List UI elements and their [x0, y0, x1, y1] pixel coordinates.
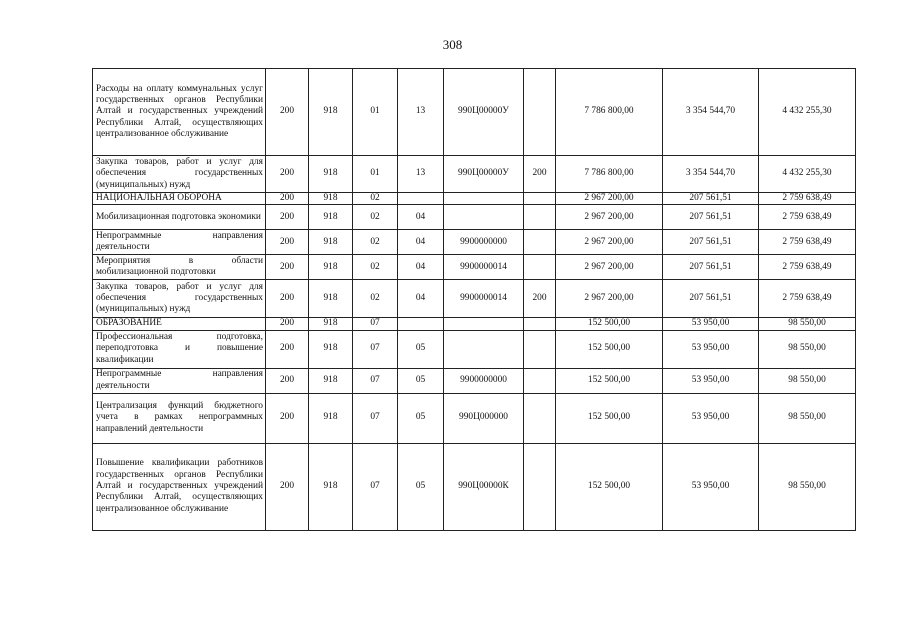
cell-ved: 918 [309, 205, 353, 230]
cell-spent: 207 561,51 [663, 230, 759, 255]
table-row [93, 255, 856, 280]
cell-ved: 918 [309, 156, 353, 193]
cell-spent: 53 950,00 [663, 368, 759, 393]
cell-gr: 200 [266, 393, 309, 443]
cell-vr: 200 [524, 156, 556, 193]
cell-vr [524, 255, 556, 280]
cell-csr [444, 205, 524, 230]
cell-pr: 04 [398, 280, 444, 318]
cell-plan: 152 500,00 [556, 443, 663, 530]
row-name: НАЦИОНАЛЬНАЯ ОБОРОНА [93, 193, 266, 205]
row-name: Централизация функций бюджетного учета в рамках непрограммных направлений деятельности [93, 393, 266, 443]
cell-ved: 918 [309, 280, 353, 318]
cell-rest: 2 759 638,49 [759, 230, 856, 255]
cell-rz: 01 [353, 156, 398, 193]
cell-pr: 05 [398, 393, 444, 443]
cell-rest: 4 432 255,30 [759, 156, 856, 193]
cell-rest: 98 550,00 [759, 393, 856, 443]
cell-vr [524, 368, 556, 393]
cell-gr: 200 [266, 368, 309, 393]
page-number: 308 [442, 37, 463, 52]
cell-rz: 07 [353, 368, 398, 393]
cell-rz: 02 [353, 230, 398, 255]
cell-rest: 98 550,00 [759, 443, 856, 530]
cell-gr: 200 [266, 318, 309, 330]
cell-pr: 04 [398, 205, 444, 230]
cell-plan: 2 967 200,00 [556, 255, 663, 280]
cell-rz: 02 [353, 255, 398, 280]
cell-vr [524, 69, 556, 156]
cell-gr: 200 [266, 255, 309, 280]
cell-spent: 3 354 544,70 [663, 69, 759, 156]
table-row [93, 393, 856, 443]
cell-rest: 2 759 638,49 [759, 193, 856, 205]
cell-plan: 152 500,00 [556, 330, 663, 368]
cell-plan: 2 967 200,00 [556, 193, 663, 205]
cell-plan: 2 967 200,00 [556, 280, 663, 318]
cell-gr: 200 [266, 156, 309, 193]
cell-vr [524, 330, 556, 368]
cell-plan: 2 967 200,00 [556, 230, 663, 255]
cell-pr: 13 [398, 156, 444, 193]
cell-csr: 990Ц00000У [444, 156, 524, 193]
cell-rz: 02 [353, 205, 398, 230]
cell-csr: 990Ц00000У [444, 69, 524, 156]
table-row [93, 443, 856, 530]
cell-vr: 200 [524, 280, 556, 318]
cell-csr: 990Ц000000 [444, 393, 524, 443]
cell-rest: 98 550,00 [759, 318, 856, 330]
cell-gr: 200 [266, 280, 309, 318]
table-row [93, 205, 856, 230]
cell-gr: 200 [266, 443, 309, 530]
row-name: Непрограммные направления деятельности [93, 368, 266, 393]
cell-ved: 918 [309, 230, 353, 255]
budget-table [92, 68, 856, 531]
cell-plan: 152 500,00 [556, 368, 663, 393]
cell-vr [524, 193, 556, 205]
row-name: Повышение квалификации работников государственных органов Республики Алтай и государственных учреждений Республики Алтай, осуществляющих централизованное обслуживание [93, 443, 266, 530]
table-row [93, 230, 856, 255]
cell-csr: 9900000000 [444, 230, 524, 255]
cell-spent: 207 561,51 [663, 255, 759, 280]
cell-vr [524, 393, 556, 443]
cell-csr [444, 318, 524, 330]
cell-csr: 9900000014 [444, 255, 524, 280]
cell-pr: 04 [398, 230, 444, 255]
table-row [93, 69, 856, 156]
cell-ved: 918 [309, 69, 353, 156]
cell-spent: 53 950,00 [663, 318, 759, 330]
cell-rest: 98 550,00 [759, 368, 856, 393]
row-name: Расходы на оплату коммунальных услуг государственных органов Республики Алтай и государственных учреждений Республики Алтай, осуществляющих централизованное обслуживание [93, 69, 266, 156]
cell-csr: 990Ц00000К [444, 443, 524, 530]
cell-plan: 7 786 800,00 [556, 156, 663, 193]
cell-spent: 207 561,51 [663, 280, 759, 318]
cell-plan: 152 500,00 [556, 393, 663, 443]
row-name: Закупка товаров, работ и услуг для обеспечения государственных (муниципальных) нужд [93, 156, 266, 193]
cell-rest: 2 759 638,49 [759, 205, 856, 230]
cell-plan: 7 786 800,00 [556, 69, 663, 156]
table-row [93, 368, 856, 393]
table-row [93, 330, 856, 368]
cell-rz: 01 [353, 69, 398, 156]
cell-ved: 918 [309, 443, 353, 530]
cell-spent: 53 950,00 [663, 393, 759, 443]
table-row [93, 156, 856, 193]
cell-pr: 05 [398, 330, 444, 368]
row-name: Непрограммные направления деятельности [93, 230, 266, 255]
cell-rz: 07 [353, 443, 398, 530]
cell-spent: 207 561,51 [663, 193, 759, 205]
row-name: Профессиональная подготовка, переподготовка и повышение квалификации [93, 330, 266, 368]
cell-gr: 200 [266, 193, 309, 205]
cell-vr [524, 205, 556, 230]
cell-csr: 9900000014 [444, 280, 524, 318]
cell-pr [398, 193, 444, 205]
cell-pr: 05 [398, 368, 444, 393]
cell-pr: 05 [398, 443, 444, 530]
cell-ved: 918 [309, 255, 353, 280]
cell-spent: 207 561,51 [663, 205, 759, 230]
cell-ved: 918 [309, 318, 353, 330]
cell-ved: 918 [309, 330, 353, 368]
cell-spent: 53 950,00 [663, 330, 759, 368]
cell-vr [524, 318, 556, 330]
cell-spent: 3 354 544,70 [663, 156, 759, 193]
cell-csr [444, 330, 524, 368]
cell-rz: 02 [353, 193, 398, 205]
cell-gr: 200 [266, 230, 309, 255]
cell-pr [398, 318, 444, 330]
cell-rz: 02 [353, 280, 398, 318]
row-name: Мероприятия в области мобилизационной подготовки [93, 255, 266, 280]
cell-csr: 9900000000 [444, 368, 524, 393]
cell-ved: 918 [309, 393, 353, 443]
cell-pr: 13 [398, 69, 444, 156]
cell-plan: 2 967 200,00 [556, 205, 663, 230]
cell-rz: 07 [353, 393, 398, 443]
row-name: Закупка товаров, работ и услуг для обеспечения государственных (муниципальных) нужд [93, 280, 266, 318]
table-row [93, 280, 856, 318]
table-row [93, 318, 856, 330]
cell-vr [524, 443, 556, 530]
cell-spent: 53 950,00 [663, 443, 759, 530]
cell-rest: 4 432 255,30 [759, 69, 856, 156]
cell-pr: 04 [398, 255, 444, 280]
cell-gr: 200 [266, 330, 309, 368]
cell-rz: 07 [353, 318, 398, 330]
cell-rest: 2 759 638,49 [759, 255, 856, 280]
cell-plan: 152 500,00 [556, 318, 663, 330]
cell-gr: 200 [266, 205, 309, 230]
row-name: ОБРАЗОВАНИЕ [93, 318, 266, 330]
cell-csr [444, 193, 524, 205]
cell-ved: 918 [309, 193, 353, 205]
cell-gr: 200 [266, 69, 309, 156]
cell-rest: 98 550,00 [759, 330, 856, 368]
cell-rz: 07 [353, 330, 398, 368]
cell-rest: 2 759 638,49 [759, 280, 856, 318]
row-name: Мобилизационная подготовка экономики [93, 205, 266, 230]
table-row [93, 193, 856, 205]
cell-ved: 918 [309, 368, 353, 393]
cell-vr [524, 230, 556, 255]
